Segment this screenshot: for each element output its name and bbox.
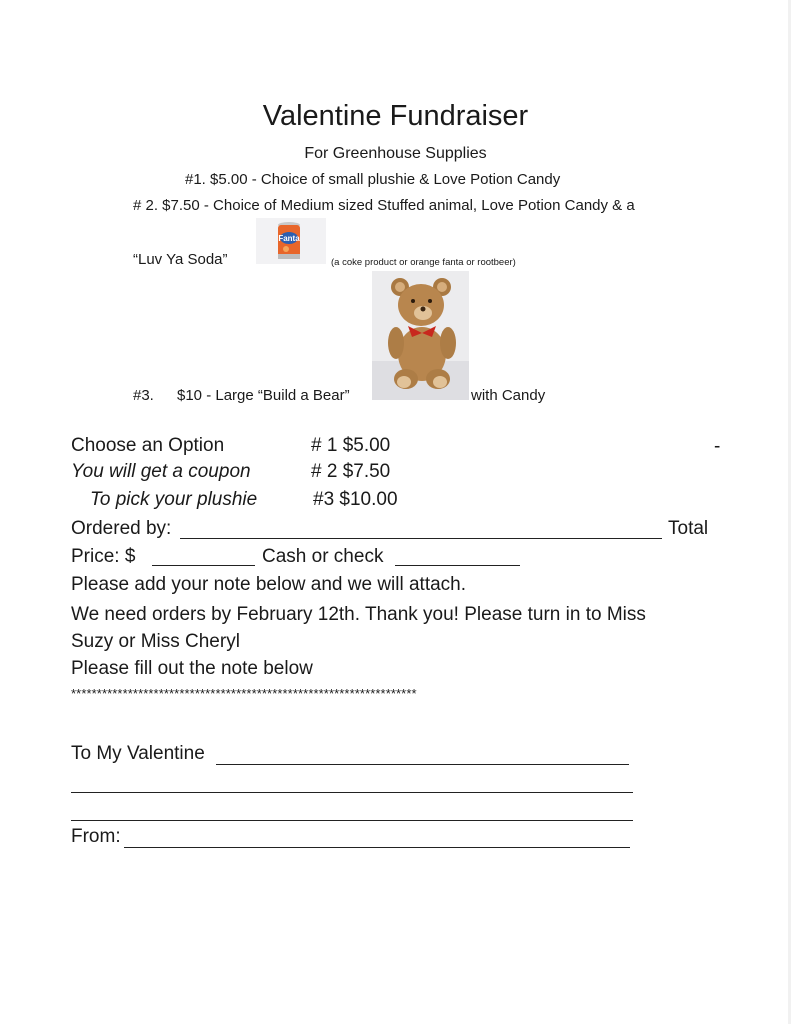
option-2-text: # 2. $7.50 - Choice of Medium sized Stuffed animal, Love Potion Candy & a (133, 197, 635, 214)
svg-text:Fanta: Fanta (278, 234, 300, 243)
to-valentine-line[interactable] (216, 764, 629, 765)
page-title: Valentine Fundraiser (262, 100, 529, 132)
deadline-text-2: Suzy or Miss Cheryl (71, 631, 240, 652)
option-3-number: #3. (133, 387, 154, 404)
price-line[interactable] (152, 565, 255, 566)
ordered-by-line[interactable] (180, 538, 662, 539)
choice-1: # 1 $5.00 (311, 435, 391, 456)
to-valentine-label: To My Valentine (71, 743, 205, 764)
choice-2: # 2 $7.50 (311, 461, 391, 482)
note-line-2[interactable] (71, 820, 633, 821)
teddy-bear-image (372, 271, 469, 400)
deadline-text-1: We need orders by February 12th. Thank you! Please turn in to Miss (71, 604, 646, 625)
from-label: From: (71, 826, 121, 847)
cash-check-label: Cash or check (262, 546, 384, 567)
ordered-by-label: Ordered by: (71, 518, 172, 539)
pick-note: To pick your plushie (90, 489, 258, 510)
soda-label: “Luv Ya Soda” (133, 251, 228, 268)
fill-note-text: Please fill out the note below (71, 658, 313, 679)
choice-3: #3 $10.00 (313, 489, 398, 510)
coupon-note: You will get a coupon (71, 461, 251, 482)
page-subtitle: For Greenhouse Supplies (304, 145, 487, 162)
star-divider: ******************************************************************* (71, 686, 417, 701)
option-3-suffix: with Candy (471, 387, 546, 404)
from-line[interactable] (124, 847, 630, 848)
option-1-text: #1. $5.00 - Choice of small plushie & Love Potion Candy (185, 171, 561, 188)
stray-dash: - (714, 436, 721, 457)
note-line-1[interactable] (71, 792, 633, 793)
choose-label: Choose an Option (71, 435, 225, 456)
total-label: Total (668, 518, 709, 539)
price-label: Price: $ (71, 546, 136, 567)
soda-can-image (256, 218, 326, 264)
soda-note: (a coke product or orange fanta or rootbeer) (331, 257, 516, 268)
note-attach-text: Please add your note below and we will attach. (71, 574, 467, 595)
option-3-text: $10 - Large “Build a Bear” (177, 387, 350, 404)
cash-check-line[interactable] (395, 565, 520, 566)
